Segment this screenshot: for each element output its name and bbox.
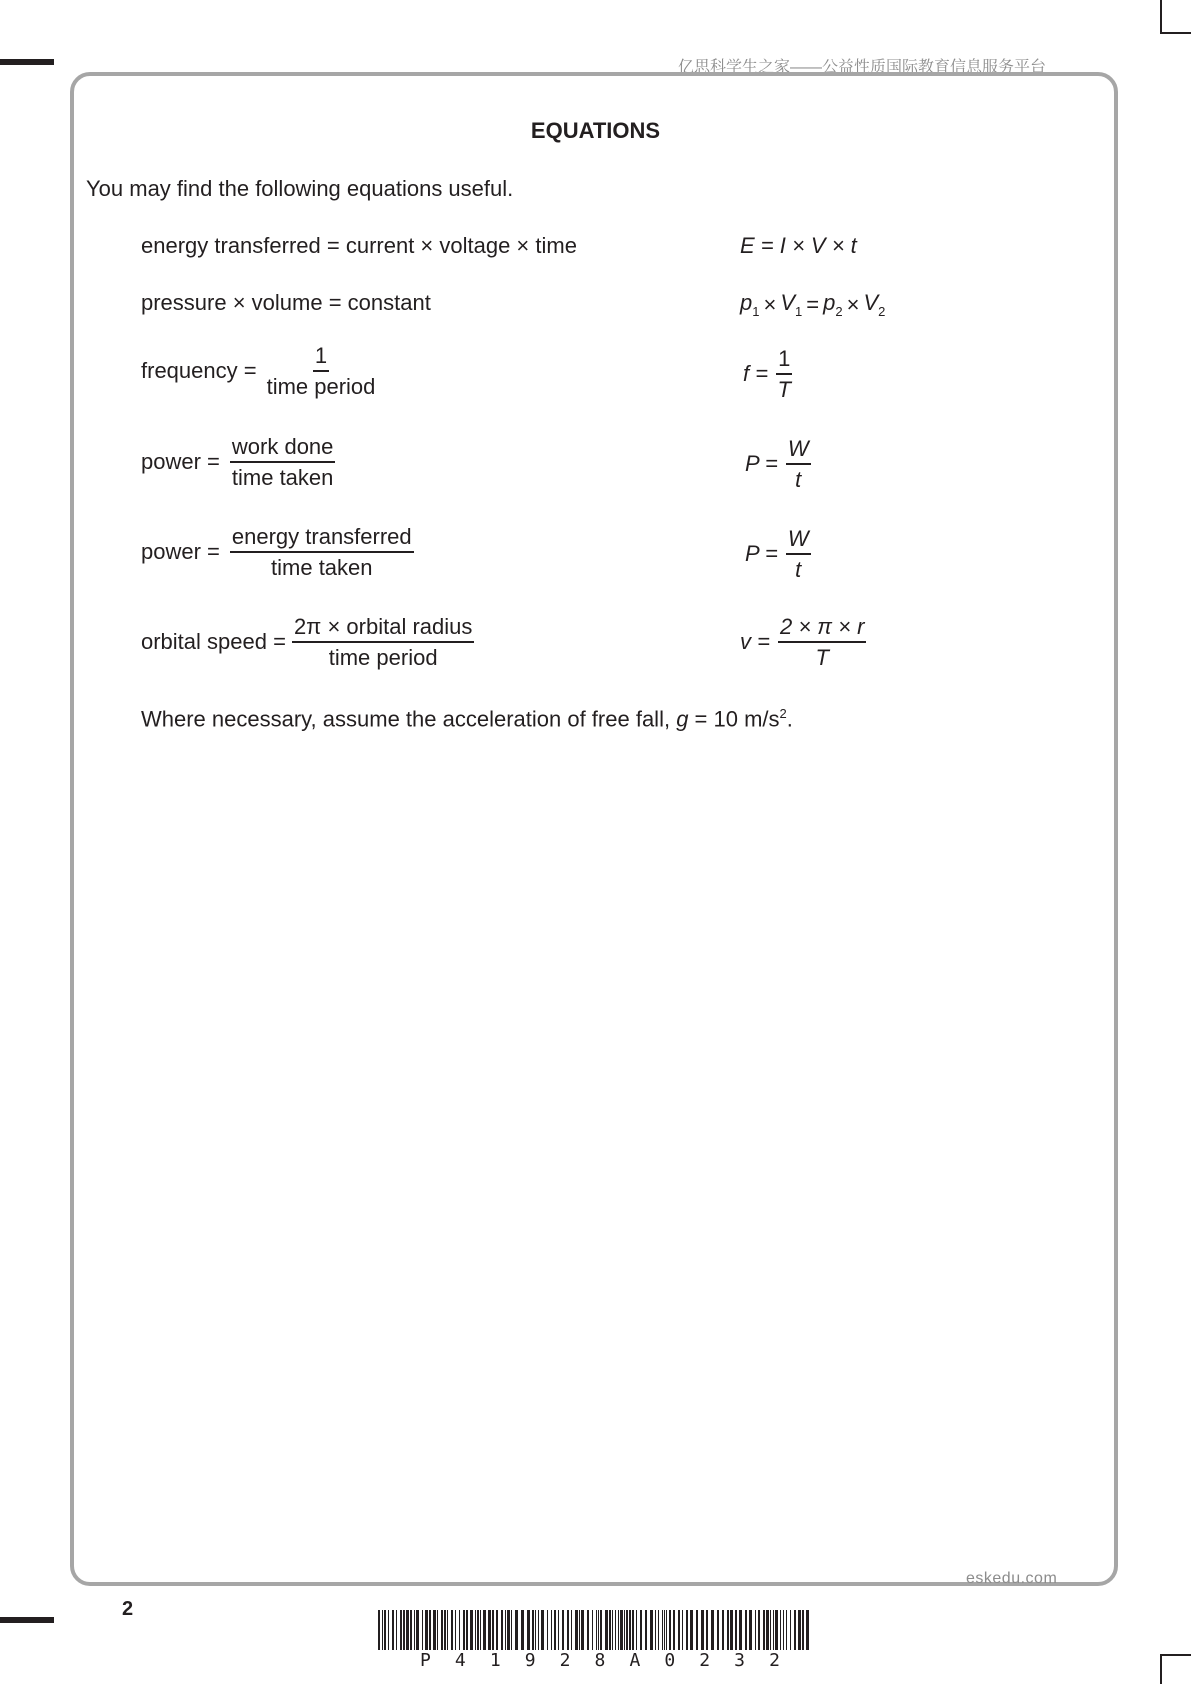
barcode-bar <box>403 1610 405 1650</box>
barcode-bar <box>783 1610 784 1650</box>
barcode-bar <box>745 1610 747 1650</box>
barcode-bar <box>515 1610 518 1650</box>
barcode-bar <box>806 1610 809 1650</box>
barcode-bar <box>496 1610 498 1650</box>
barcode-bar <box>541 1610 544 1650</box>
note-end: . <box>786 706 793 732</box>
barcode-bar <box>571 1610 572 1650</box>
barcode-bar <box>384 1610 386 1650</box>
barcode-char: 3 <box>734 1650 745 1671</box>
note-value: = 10 m/s <box>688 706 780 732</box>
barcode-bar <box>444 1610 446 1650</box>
barcode-char: 9 <box>524 1650 536 1671</box>
intro-text: You may find the following equations useful. <box>86 176 514 201</box>
barcode-bar <box>727 1610 729 1650</box>
barcode-bar <box>392 1610 394 1650</box>
barcode-bar <box>433 1610 436 1650</box>
fraction <box>230 434 336 491</box>
equation-frequency-symbol <box>743 346 792 403</box>
registration-mark-bottom-left <box>0 1617 54 1623</box>
barcode-bar <box>558 1610 559 1650</box>
barcode-bar <box>463 1610 465 1650</box>
registration-mark-top-right-v <box>1160 32 1191 34</box>
equation-orbital-speed-symbol <box>740 614 866 671</box>
barcode-bar <box>492 1610 494 1650</box>
numerator: W <box>786 526 811 555</box>
barcode-bar <box>535 1610 536 1650</box>
watermark-text: 亿思科学生之家——公益性质国际教育信息服务平台 <box>678 59 1047 76</box>
barcode-char: 8 <box>594 1650 606 1671</box>
barcode-bar <box>579 1610 580 1650</box>
barcode-bar <box>414 1610 415 1650</box>
fraction <box>778 614 866 671</box>
fraction <box>776 346 792 403</box>
barcode-bar <box>511 1610 512 1650</box>
times-sign: × <box>846 291 860 317</box>
barcode-char: 4 <box>454 1650 466 1671</box>
denominator: t <box>795 557 802 583</box>
equation-energy-words <box>141 233 577 259</box>
barcode-bar <box>507 1610 510 1650</box>
barcode-bar <box>640 1610 642 1650</box>
barcode-bar <box>527 1610 530 1650</box>
barcode-bar <box>416 1610 419 1650</box>
barcode-bar <box>562 1610 564 1650</box>
barcode-bar <box>655 1610 656 1650</box>
denominator: t <box>795 467 802 493</box>
barcode-bar <box>567 1610 569 1650</box>
equation-power-energy-symbol <box>745 526 811 583</box>
barcode-bar <box>696 1610 698 1650</box>
barcode-bar <box>773 1610 774 1650</box>
barcode-bar <box>673 1610 675 1650</box>
barcode-char: A <box>629 1650 641 1671</box>
barcode-bar <box>554 1610 556 1650</box>
barcode-bar <box>658 1610 659 1650</box>
barcode-bar <box>475 1610 476 1650</box>
barcode-bar <box>682 1610 683 1650</box>
barcode-bar <box>798 1610 801 1650</box>
equation-lhs: frequency = <box>141 358 257 384</box>
barcode-bar <box>701 1610 704 1650</box>
denominator: T <box>777 377 791 403</box>
free-fall-note <box>141 706 793 732</box>
barcode-bar <box>669 1610 671 1650</box>
barcode-bar <box>480 1610 481 1650</box>
barcode-bar <box>488 1610 491 1650</box>
symbol-p1: $p_1$ <box>740 290 760 319</box>
barcode-bar <box>388 1610 389 1650</box>
barcode-char: P <box>420 1650 431 1671</box>
barcode-bar <box>400 1610 402 1650</box>
page-title: EQUATIONS <box>530 118 661 143</box>
barcode-bar <box>470 1610 473 1650</box>
barcode-bar <box>592 1610 593 1650</box>
denominator: time taken <box>231 465 334 491</box>
barcode-bar <box>802 1610 804 1650</box>
barcode-bar <box>775 1610 778 1650</box>
barcode-bar <box>739 1610 742 1650</box>
barcode-bar <box>626 1610 628 1650</box>
barcode-bar <box>378 1610 380 1650</box>
barcode-text <box>420 1650 780 1671</box>
barcode-bar <box>598 1610 599 1650</box>
equation-lhs: P = <box>745 541 778 567</box>
numerator: 2π × orbital radius <box>292 614 474 643</box>
barcode-bar <box>686 1610 688 1650</box>
barcode-bar <box>618 1610 619 1650</box>
barcode-bar <box>609 1610 611 1650</box>
barcode-bar <box>406 1610 409 1650</box>
barcode-bar <box>396 1610 397 1650</box>
fraction <box>786 436 811 493</box>
barcode-bar <box>632 1610 634 1650</box>
barcode-image <box>376 1610 812 1650</box>
barcode-bar <box>650 1610 653 1650</box>
barcode-bar <box>441 1610 443 1650</box>
barcode-bar <box>786 1610 787 1650</box>
barcode-bar <box>755 1610 756 1650</box>
times-sign: × <box>763 291 777 317</box>
note-text: Where necessary, assume the acceleration of free fall, <box>141 706 677 732</box>
barcode-char: 1 <box>489 1650 501 1671</box>
barcode-bar <box>605 1610 608 1650</box>
barcode-bar <box>447 1610 448 1650</box>
barcode-bar <box>730 1610 733 1650</box>
registration-mark-top-left <box>0 59 54 65</box>
barcode-bar <box>620 1610 623 1650</box>
barcode-bar <box>410 1610 412 1650</box>
barcode-bar <box>636 1610 637 1650</box>
footer-site-text: eskedu.com <box>966 1570 1058 1587</box>
numerator: W <box>786 436 811 465</box>
barcode-bar <box>466 1610 468 1650</box>
symbol-p2: $p_2$ <box>823 290 843 319</box>
denominator: T <box>815 645 829 671</box>
equation-lhs: power = <box>141 449 220 475</box>
equation-orbital-speed-words <box>141 614 474 671</box>
equation-lhs: v = <box>740 629 770 655</box>
barcode-bar <box>425 1610 428 1650</box>
barcode-bar <box>666 1610 667 1650</box>
equation-text: energy transferred = current × voltage × time <box>141 233 577 258</box>
barcode-bar <box>451 1610 453 1650</box>
barcode-bar <box>790 1610 791 1650</box>
numerator: work done <box>230 434 336 463</box>
barcode-bar <box>690 1610 693 1650</box>
equation-power-work-words <box>141 434 335 491</box>
barcode-bar <box>437 1610 438 1650</box>
barcode-bar <box>455 1610 456 1650</box>
barcode-bar <box>717 1610 719 1650</box>
note-superscript: 2 <box>779 706 787 721</box>
barcode-bar <box>722 1610 724 1650</box>
fraction <box>267 343 376 400</box>
numerator: 1 <box>776 346 792 375</box>
equation-frequency-words <box>141 343 375 400</box>
barcode-bar <box>382 1610 383 1650</box>
barcode-bar <box>763 1610 765 1650</box>
barcode-bar <box>629 1610 631 1650</box>
barcode-char: 2 <box>769 1650 780 1671</box>
barcode-bar <box>662 1610 663 1650</box>
symbol-v2: $V_2$ <box>863 290 886 319</box>
barcode-bar <box>477 1610 479 1650</box>
barcode-bar <box>624 1610 625 1650</box>
barcode-bar <box>505 1610 506 1650</box>
barcode-bar <box>532 1610 534 1650</box>
page-number: 2 <box>122 1598 134 1620</box>
barcode-bar <box>501 1610 503 1650</box>
fraction <box>230 524 414 581</box>
equals-sign: = <box>806 291 820 317</box>
equation-text: pressure × volume = constant <box>141 290 431 315</box>
barcode-bar <box>794 1610 796 1650</box>
barcode-bar <box>422 1610 423 1650</box>
barcode-bar <box>766 1610 769 1650</box>
numerator: 1 <box>313 343 329 372</box>
note-g-symbol: g <box>676 706 689 732</box>
barcode-bar <box>581 1610 584 1650</box>
barcode-bar <box>538 1610 539 1650</box>
barcode-bar <box>706 1610 708 1650</box>
barcode-bar <box>547 1610 548 1650</box>
equation-lhs: f = <box>743 361 769 387</box>
equation-symbol-text: E = I × V × t <box>740 233 857 258</box>
barcode-char: 2 <box>559 1650 571 1671</box>
denominator: time taken <box>271 555 373 581</box>
barcode-bar <box>749 1610 752 1650</box>
barcode-bar <box>758 1610 760 1650</box>
equation-power-energy-words <box>141 524 414 581</box>
barcode-bar <box>664 1610 665 1650</box>
numerator: 2 × π × r <box>778 614 866 643</box>
symbol-v1: $V_1$ <box>780 290 803 319</box>
equation-pressure-words <box>141 290 431 316</box>
barcode-bar <box>596 1610 597 1650</box>
equation-energy-symbol <box>740 233 857 259</box>
registration-mark-bottom-right-v <box>1160 1654 1162 1684</box>
barcode-bar <box>612 1610 613 1650</box>
barcode-char: 2 <box>699 1650 711 1671</box>
barcode-bar <box>711 1610 714 1650</box>
equation-lhs: P = <box>745 451 778 477</box>
equation-lhs: orbital speed = <box>141 629 286 655</box>
numerator: energy transferred <box>230 524 414 553</box>
barcode-bar <box>600 1610 602 1650</box>
barcode-bar <box>551 1610 552 1650</box>
denominator: time period <box>328 645 438 671</box>
barcode-bar <box>483 1610 486 1650</box>
barcode-bar <box>575 1610 578 1650</box>
barcode-bar <box>521 1610 524 1650</box>
barcode-bar <box>645 1610 647 1650</box>
barcode-bar <box>770 1610 771 1650</box>
fraction <box>786 526 811 583</box>
barcode-bar <box>615 1610 616 1650</box>
denominator: time period <box>266 374 376 400</box>
equation-power-work-symbol <box>745 436 811 493</box>
registration-mark-bottom-right-h <box>1160 1654 1191 1656</box>
barcode-bar <box>429 1610 431 1650</box>
barcode-char: 0 <box>664 1650 676 1671</box>
equation-lhs: power = <box>141 539 220 565</box>
barcode-bar <box>587 1610 589 1650</box>
barcode-bar <box>459 1610 460 1650</box>
barcode-bar <box>780 1610 781 1650</box>
fraction <box>292 614 474 671</box>
barcode-bar <box>735 1610 737 1650</box>
registration-mark-top-right-h <box>1160 0 1162 34</box>
barcode-bar <box>678 1610 680 1650</box>
equation-pressure-symbol <box>740 290 885 319</box>
